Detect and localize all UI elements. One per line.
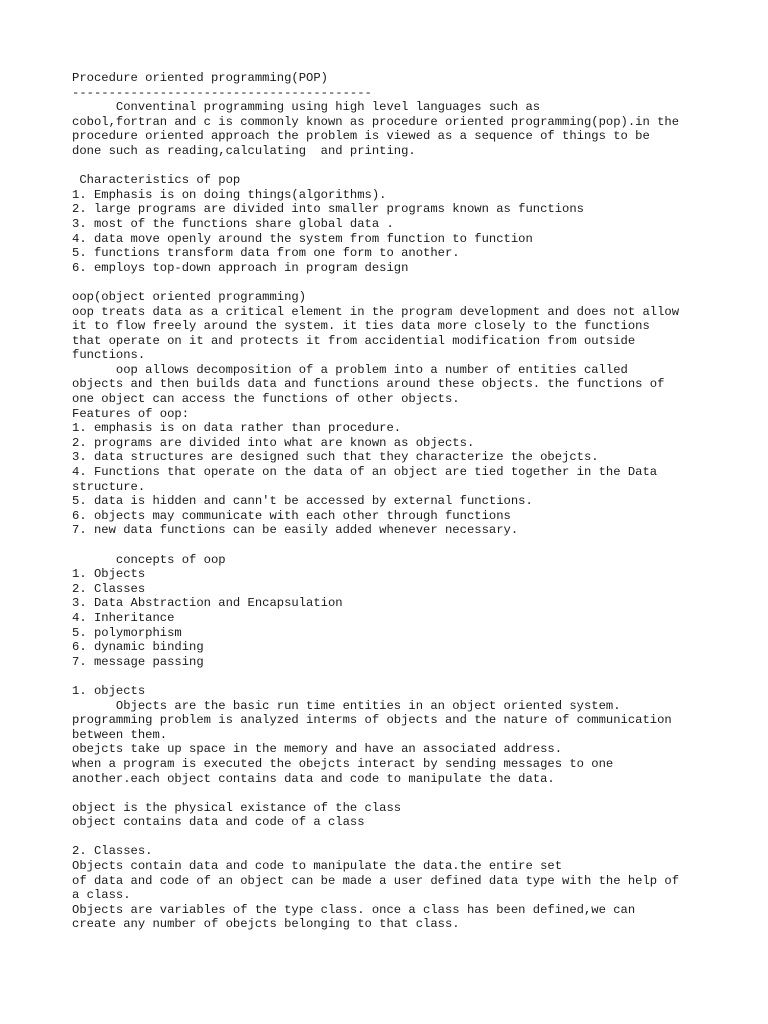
- text-line: 4. Inheritance: [72, 610, 175, 625]
- text-line: 3. data structures are designed such that they characterize the obejcts.: [72, 450, 599, 465]
- text-line: cobol,fortran and c is commonly known as procedure oriented programming(pop).in the: [72, 114, 680, 129]
- text-line: that operate on it and protects it from accidential modification from outside: [72, 333, 636, 348]
- text-line: 5. polymorphism: [72, 625, 182, 640]
- text-line: 5. functions transform data from one form to another.: [72, 246, 460, 261]
- text-line: -----------------------------------------: [72, 85, 372, 100]
- text-line: 4. Functions that operate on the data of an object are tied together in the Data: [72, 465, 658, 480]
- text-line: Objects are the basic run time entities in an object oriented system.: [72, 698, 621, 713]
- text-line: 3. Data Abstraction and Encapsulation: [72, 596, 343, 611]
- text-line: create any number of obejcts belonging to that class.: [72, 917, 460, 932]
- text-line: 2. Classes.: [72, 844, 153, 859]
- text-line: objects and then builds data and functions around these objects. the functions of: [72, 377, 665, 392]
- text-line: 2. large programs are divided into smaller programs known as functions: [72, 202, 584, 217]
- text-line: it to flow freely around the system. it ties data more closely to the functions: [72, 319, 650, 334]
- text-line: concepts of oop: [72, 552, 226, 567]
- text-line: 7. message passing: [72, 654, 204, 669]
- text-line: when a program is executed the obejcts interact by sending messages to one: [72, 756, 614, 771]
- text-line: structure.: [72, 479, 146, 494]
- text-line: oop allows decomposition of a problem into a number of entities called: [72, 362, 628, 377]
- text-line: a class.: [72, 888, 131, 903]
- document-page: [72, 71, 732, 932]
- text-line: 5. data is hidden and cann't be accessed by external functions.: [72, 494, 533, 509]
- text-line: 3. most of the functions share global data .: [72, 216, 394, 231]
- text-line: 6. objects may communicate with each other through functions: [72, 508, 511, 523]
- text-line: 2. Classes: [72, 581, 146, 596]
- text-line: 4. data move openly around the system from function to function: [72, 231, 533, 246]
- text-line: [72, 275, 732, 290]
- text-line: 2. programs are divided into what are known as objects.: [72, 435, 475, 450]
- text-line: 6. dynamic binding: [72, 640, 204, 655]
- text-line: Objects contain data and code to manipulate the data.the entire set: [72, 859, 563, 874]
- text-line: programming problem is analyzed interms of objects and the nature of communication: [72, 713, 672, 728]
- text-line: 1. objects: [72, 683, 146, 698]
- text-line: Objects are variables of the type class. once a class has been defined,we can: [72, 902, 636, 917]
- text-line: [72, 159, 732, 174]
- text-line: 1. emphasis is on data rather than procedure.: [72, 421, 402, 436]
- text-line: Characteristics of pop: [72, 173, 241, 188]
- text-line: between them.: [72, 727, 168, 742]
- text-line: 6. employs top-down approach in program design: [72, 260, 409, 275]
- text-line: Conventinal programming using high level languages such as: [72, 100, 541, 115]
- text-line: object is the physical existance of the class: [72, 800, 402, 815]
- text-line: one object can access the functions of other objects.: [72, 392, 460, 407]
- text-line: oop treats data as a critical element in the program development and does not allow: [72, 304, 680, 319]
- text-line: [72, 830, 732, 845]
- text-line: object contains data and code of a class: [72, 815, 365, 830]
- text-line: [72, 786, 732, 801]
- text-line: Features of oop:: [72, 406, 190, 421]
- text-line: functions.: [72, 348, 146, 363]
- text-line: another.each object contains data and code to manipulate the data.: [72, 771, 555, 786]
- text-line: obejcts take up space in the memory and have an associated address.: [72, 742, 563, 757]
- text-line: 1. Objects: [72, 567, 146, 582]
- text-line: oop(object oriented programming): [72, 289, 307, 304]
- text-line: done such as reading,calculating and printing.: [72, 143, 416, 158]
- text-line: procedure oriented approach the problem is viewed as a sequence of things to be: [72, 129, 650, 144]
- text-line: [72, 669, 732, 684]
- text-line: Procedure oriented programming(POP): [72, 71, 328, 85]
- text-line: 1. Emphasis is on doing things(algorithms).: [72, 187, 387, 202]
- text-line: [72, 538, 732, 553]
- text-line: of data and code of an object can be made a user defined data type with the help of: [72, 873, 680, 888]
- text-line: 7. new data functions can be easily added whenever necessary.: [72, 523, 519, 538]
